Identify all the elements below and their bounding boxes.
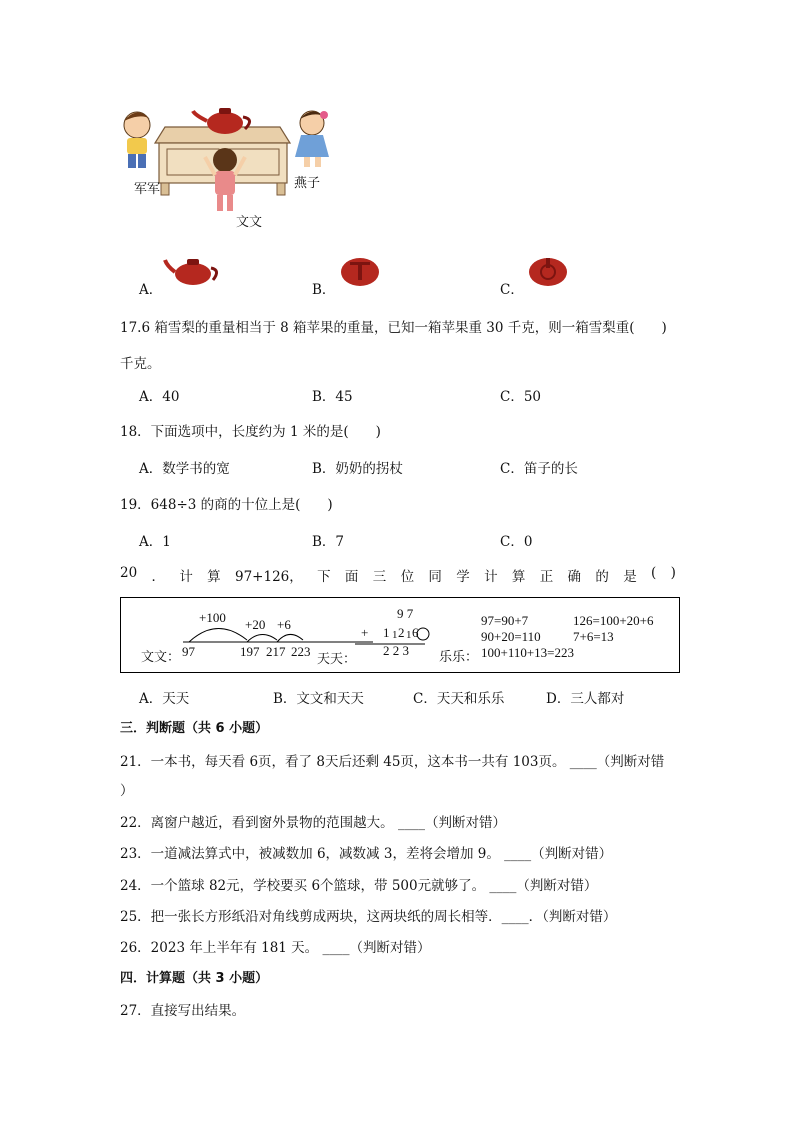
q16-option-a-letter[interactable]: A． [139,282,163,298]
q24-text: 24．一个篮球 82元，学校要买 6个篮球，带 500元就够了。 ____（判断对错） [120,878,598,894]
q21-text-tail: ） [120,783,134,799]
wenwen-point-217: 217 [266,644,286,659]
q23-text: 23．一道减法算式中，被减数加 6，减数减 3，差将会增加 9。 ____（判断对错） [120,846,613,862]
q20-stem: 20 ． 计 算 97+126， 下 面 三 位 同 学 计 算 正 确 的 是 ( ) [120,565,676,585]
lele-line2b: 7+6=13 [573,629,614,644]
q26-text: 26．2023 年上半年有 181 天。 ____（判断对错） [120,940,431,956]
tiantian-label: 天天： [317,651,357,666]
q17-option-a[interactable]: A．40 [139,389,180,405]
q18-option-a[interactable]: A．数学书的宽 [139,461,230,477]
q18-option-b[interactable]: B．奶奶的拐杖 [312,461,403,477]
q17-stem-line1: 17.6 箱雪梨的重量相当于 8 箱苹果的重量，已知一箱苹果重 30 千克，则一箱雪梨重( ) [120,320,667,336]
q19-stem: 19．648÷3 的商的十位上是( ) [120,497,333,513]
tiantian-mid-2: 2 [398,625,405,640]
q17-stem-line2: 千克。 [120,356,161,372]
tiantian-plus: + [361,625,369,640]
lele-line3: 100+110+13=223 [481,645,575,660]
wenwen-point-197: 197 [240,644,260,659]
wenwen-jump-6: +6 [277,617,291,632]
tiantian-top-number: 9 7 [397,606,414,621]
section4-title: 四．计算题（共 3 小题） [120,971,269,986]
lele-label: 乐乐： [439,649,479,664]
q19-option-c[interactable]: C．0 [500,534,533,550]
q18-stem: 18．下面选项中，长度约为 1 米的是( ) [120,424,381,440]
girl-yanzi-icon [295,111,329,167]
q25-text: 25．把一张长方形纸沿对角线剪成两块，这两块纸的周长相等．____．（判断对错） [120,909,617,925]
section3-title: 三．判断题（共 6 小题） [120,721,269,736]
wenwen-label: 文文： [141,649,181,664]
carry-circle-icon [415,626,431,642]
q22-text: 22．离窗户越近，看到窗外景物的范围越大。 ____（判断对错） [120,815,506,831]
q20-option-d[interactable]: D．三人都对 [546,691,625,707]
teapot-side-view-icon [163,254,223,286]
q19-option-b[interactable]: B．7 [312,534,345,550]
teapot-front-view-icon [338,254,382,288]
wenwen-start: 97 [182,644,195,659]
q16-option-c-letter[interactable]: C． [500,282,524,298]
lele-line1a: 97=90+7 [481,613,529,628]
q17-option-b[interactable]: B．45 [312,389,353,405]
scene-illustration [115,105,345,235]
q21-text: 21．一本书，每天看 6页，看了 8天后还剩 45页，这本书一共有 103页。 ____（判断对错 [120,754,665,770]
q20-option-c[interactable]: C．天天和乐乐 [413,691,505,707]
teapot-top-view-icon [526,254,570,288]
q19-option-a[interactable]: A．1 [139,534,171,550]
boy-junjun-icon [124,112,150,168]
q16-option-b-letter[interactable]: B． [312,282,336,298]
label-junjun: 军军 [134,182,161,197]
lele-line1b: 126=100+20+6 [573,613,654,628]
tiantian-mid-1: 1 [383,625,390,640]
wenwen-jump-100: +100 [199,610,226,625]
tiantian-result: 2 2 3 [383,643,409,658]
wenwen-jump-20: +20 [245,617,266,632]
q20-option-b[interactable]: B．文文和天天 [273,691,364,707]
q18-option-c[interactable]: C．笛子的长 [500,461,578,477]
label-yanzi: 燕子 [294,176,321,191]
tiantian-carry-2: 1 [406,629,412,641]
tiantian-carry-1: 1 [392,629,398,641]
tiantian-mid-3: 6 [412,625,419,640]
q20-option-a[interactable]: A．天天 [139,691,190,707]
q17-option-c[interactable]: C．50 [500,389,542,405]
lele-line2a: 90+20=110 [481,629,541,644]
q20-calculation-box [120,597,680,673]
wenwen-point-223: 223 [291,644,311,659]
q27-text: 27．直接写出结果。 [120,1003,246,1019]
label-wenwen: 文文 [236,215,263,230]
